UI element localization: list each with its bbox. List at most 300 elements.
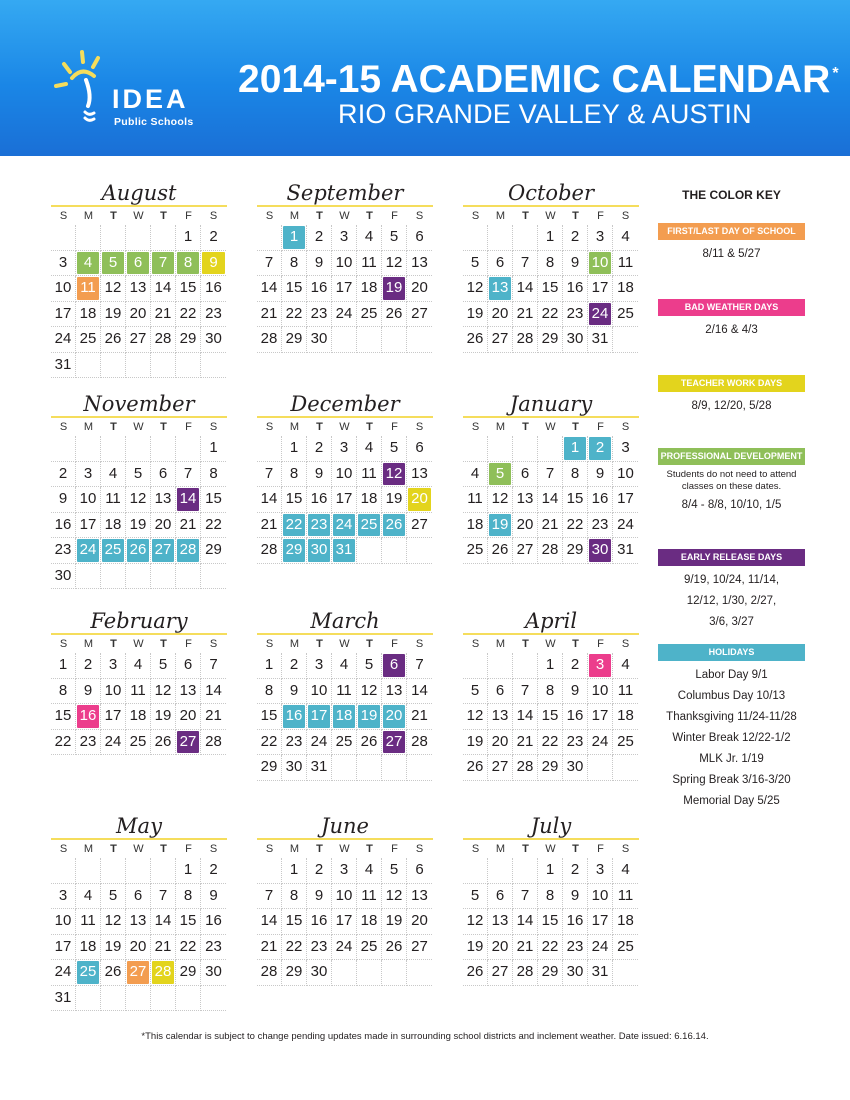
day-number: 20 — [408, 488, 431, 511]
day-number: 27 — [127, 961, 149, 984]
day-cell — [126, 462, 151, 488]
week-row — [51, 513, 227, 539]
day-number: 11 — [617, 253, 634, 271]
day-number: 22 — [260, 732, 278, 750]
week-row — [51, 858, 227, 884]
weekday-label: M — [289, 421, 300, 433]
weekday-label: W — [133, 210, 144, 222]
day-cell-holiday — [76, 538, 101, 564]
day-cell — [588, 327, 613, 353]
day-number: 5 — [364, 656, 374, 673]
weekday-header — [463, 635, 639, 653]
weekday-label: S — [415, 210, 424, 222]
day-cell — [257, 462, 282, 488]
day-cell — [488, 909, 513, 935]
day-number: 21 — [516, 304, 534, 322]
weekday-header — [257, 635, 433, 653]
day-number: 24 — [591, 732, 609, 750]
day-number: 29 — [260, 758, 278, 775]
day-cell — [176, 513, 201, 539]
weekday-label: T — [572, 210, 579, 222]
empty-day-cell — [382, 538, 407, 564]
day-number: 1 — [289, 439, 299, 456]
day-number: 18 — [466, 515, 484, 533]
day-number: 16 — [566, 707, 584, 724]
day-cell — [282, 858, 307, 884]
day-number: 12 — [360, 681, 378, 699]
key-first-last-label: FIRST/LAST DAY OF SCHOOL — [658, 223, 805, 240]
day-cell — [613, 538, 638, 564]
day-cell — [101, 462, 126, 488]
day-cell-holiday — [332, 704, 357, 730]
day-number: 16 — [310, 912, 328, 929]
day-cell — [513, 538, 538, 564]
empty-day-cell — [513, 225, 538, 251]
weekday-label: T — [522, 421, 529, 433]
day-cell — [282, 960, 307, 986]
day-number: 26 — [154, 732, 172, 750]
day-cell — [538, 755, 563, 781]
day-number: 15 — [54, 707, 72, 724]
day-number: 26 — [127, 539, 149, 562]
key-early-release-line: 9/19, 10/24, 11/14, — [683, 574, 780, 586]
day-number: 29 — [285, 330, 303, 347]
weekday-label: M — [83, 210, 94, 222]
day-cell — [201, 653, 226, 679]
weekday-label: F — [185, 843, 192, 855]
day-number: 21 — [260, 937, 278, 955]
empty-day-cell — [176, 986, 201, 1012]
week-row — [463, 679, 639, 705]
weekday-label: W — [133, 843, 144, 855]
key-bad-weather — [658, 299, 805, 340]
empty-day-cell — [488, 858, 513, 884]
day-cell-holiday — [282, 538, 307, 564]
day-number: 29 — [566, 541, 584, 558]
day-cell-early-release — [588, 538, 613, 564]
day-number: 25 — [617, 732, 634, 750]
day-number: 12 — [466, 912, 484, 929]
day-number: 14 — [205, 681, 222, 699]
day-cell — [563, 755, 588, 781]
weekday-label: M — [83, 638, 94, 650]
empty-day-cell — [51, 225, 76, 251]
day-cell — [76, 909, 101, 935]
day-cell — [307, 679, 332, 705]
day-cell-holiday — [151, 538, 176, 564]
day-number: 3 — [108, 656, 118, 673]
day-cell — [513, 487, 538, 513]
day-cell-early-release — [382, 730, 407, 756]
day-number: 11 — [336, 681, 352, 699]
day-number: 20 — [516, 515, 534, 533]
day-number: 18 — [79, 937, 97, 955]
week-row — [51, 487, 227, 513]
week-row — [257, 538, 433, 564]
empty-day-cell — [76, 564, 101, 590]
day-cell — [282, 327, 307, 353]
week-row — [51, 935, 227, 961]
key-early-release-line: 3/6, 3/27 — [709, 616, 754, 628]
day-cell-holiday — [332, 538, 357, 564]
empty-day-cell — [101, 986, 126, 1012]
day-cell — [538, 302, 563, 328]
empty-day-cell — [51, 858, 76, 884]
day-cell-holiday — [588, 436, 613, 462]
day-cell — [538, 513, 563, 539]
weekday-label: S — [471, 843, 480, 855]
day-number: 18 — [360, 912, 378, 929]
page-subtitle: RIO GRANDE VALLEY & AUSTIN — [338, 99, 752, 129]
weekday-label: F — [391, 421, 398, 433]
empty-day-cell — [382, 755, 407, 781]
day-cell-prof-dev — [101, 251, 126, 277]
weekday-label: M — [289, 210, 300, 222]
day-cell — [463, 884, 488, 910]
day-cell — [588, 276, 613, 302]
day-cell — [407, 513, 432, 539]
day-number: 22 — [541, 304, 559, 322]
week-row — [257, 327, 433, 353]
day-number: 23 — [566, 937, 584, 955]
day-number: 31 — [617, 541, 634, 558]
day-number: 14 — [260, 912, 278, 929]
day-number: 5 — [389, 861, 399, 878]
day-number: 6 — [127, 252, 149, 275]
week-row — [257, 276, 433, 302]
day-cell — [151, 909, 176, 935]
sun-icon — [52, 48, 112, 128]
day-number: 2 — [314, 439, 324, 456]
week-row — [257, 251, 433, 277]
weekday-label: W — [339, 843, 350, 855]
weekday-label: F — [597, 638, 604, 650]
day-number: 20 — [129, 937, 147, 955]
day-cell — [307, 276, 332, 302]
day-number: 30 — [566, 330, 584, 347]
day-number: 5 — [133, 464, 143, 482]
empty-day-cell — [407, 538, 432, 564]
week-row — [463, 487, 639, 513]
weekday-label: W — [545, 210, 556, 222]
day-number: 15 — [260, 707, 278, 724]
weekday-header — [51, 418, 227, 436]
weekday-label: F — [185, 638, 192, 650]
day-cell — [307, 487, 332, 513]
day-number: 1 — [545, 861, 555, 878]
day-cell — [257, 327, 282, 353]
day-number: 30 — [566, 963, 584, 980]
day-cell — [382, 935, 407, 961]
day-number: 25 — [358, 514, 380, 537]
day-number: 23 — [566, 304, 584, 322]
day-cell — [563, 327, 588, 353]
day-cell — [382, 436, 407, 462]
key-early-release — [658, 549, 805, 633]
weekday-label: T — [366, 421, 373, 433]
empty-day-cell — [151, 353, 176, 379]
day-cell-prof-dev — [151, 251, 176, 277]
day-cell-holiday — [332, 513, 357, 539]
day-number: 4 — [77, 252, 99, 275]
weekday-label: T — [366, 638, 373, 650]
day-cell — [588, 858, 613, 884]
day-cell — [101, 704, 126, 730]
day-number: 31 — [591, 963, 609, 980]
day-cell — [613, 653, 638, 679]
day-number: 17 — [591, 707, 609, 724]
empty-day-cell — [151, 986, 176, 1012]
day-cell — [382, 251, 407, 277]
empty-day-cell — [407, 960, 432, 986]
week-row — [51, 679, 227, 705]
week-row — [51, 564, 227, 590]
day-cell — [488, 327, 513, 353]
day-number: 14 — [516, 279, 534, 296]
week-row — [51, 986, 227, 1012]
day-cell — [613, 276, 638, 302]
day-cell — [257, 302, 282, 328]
weekday-header — [257, 207, 433, 225]
day-number: 3 — [589, 654, 611, 677]
day-number: 15 — [541, 279, 559, 296]
weekday-label: T — [522, 843, 529, 855]
day-number: 20 — [179, 707, 197, 724]
day-number: 8 — [545, 681, 555, 699]
day-number: 21 — [411, 707, 428, 724]
weekday-label: T — [160, 843, 167, 855]
day-number: 11 — [130, 681, 146, 699]
day-cell — [76, 884, 101, 910]
day-number: 20 — [491, 732, 509, 750]
day-number: 9 — [595, 464, 605, 482]
day-cell — [463, 960, 488, 986]
day-cell-prof-dev — [176, 251, 201, 277]
empty-day-cell — [332, 960, 357, 986]
day-number: 19 — [466, 304, 484, 322]
day-number: 1 — [209, 439, 218, 456]
day-number: 23 — [591, 515, 609, 533]
day-cell — [357, 487, 382, 513]
day-cell — [563, 276, 588, 302]
day-number: 20 — [411, 912, 428, 929]
day-number: 7 — [264, 464, 274, 482]
empty-day-cell — [201, 564, 226, 590]
empty-day-cell — [613, 327, 638, 353]
day-cell — [307, 327, 332, 353]
day-number: 26 — [466, 963, 484, 980]
weekday-label: T — [160, 421, 167, 433]
day-cell — [357, 679, 382, 705]
day-number: 28 — [154, 330, 172, 347]
week-row — [51, 353, 227, 379]
day-number: 17 — [54, 937, 72, 955]
day-number: 13 — [489, 277, 511, 300]
week-row — [463, 327, 639, 353]
day-number: 14 — [260, 279, 278, 296]
day-number: 14 — [260, 490, 278, 507]
day-number: 29 — [285, 963, 303, 980]
day-number: 5 — [470, 886, 480, 904]
day-number: 6 — [415, 439, 424, 456]
week-row — [463, 225, 639, 251]
day-cell — [282, 909, 307, 935]
day-cell — [201, 538, 226, 564]
weekday-label: T — [110, 843, 117, 855]
day-cell — [51, 909, 76, 935]
day-number: 31 — [333, 539, 355, 562]
day-number: 7 — [152, 252, 174, 275]
day-number: 12 — [385, 253, 403, 271]
day-number: 9 — [58, 490, 68, 507]
day-cell — [332, 909, 357, 935]
day-cell-holiday — [307, 704, 332, 730]
day-number: 25 — [79, 330, 97, 347]
key-prof-dev — [658, 448, 805, 515]
day-number: 26 — [383, 514, 405, 537]
day-cell-holiday — [101, 538, 126, 564]
day-cell — [538, 960, 563, 986]
day-number: 21 — [154, 304, 172, 322]
day-cell — [407, 704, 432, 730]
day-number: 26 — [104, 330, 122, 347]
weekday-label: W — [133, 638, 144, 650]
day-cell — [513, 513, 538, 539]
day-cell — [282, 436, 307, 462]
day-cell — [513, 935, 538, 961]
footnote: *This calendar is subject to change pending updates made in surrounding school districts and inclement weather. Date issued: 6.16.14. — [141, 1031, 709, 1042]
day-cell — [51, 730, 76, 756]
day-cell — [563, 225, 588, 251]
day-cell — [407, 679, 432, 705]
day-cell — [201, 327, 226, 353]
day-cell — [257, 704, 282, 730]
day-cell — [488, 302, 513, 328]
day-cell — [101, 487, 126, 513]
day-number: 23 — [285, 732, 303, 750]
weekday-label: T — [316, 843, 323, 855]
day-number: 20 — [154, 515, 172, 533]
day-cell — [463, 251, 488, 277]
week-row — [51, 327, 227, 353]
day-number: 27 — [491, 963, 509, 980]
day-cell — [563, 513, 588, 539]
day-number: 11 — [467, 490, 483, 507]
empty-day-cell — [76, 858, 101, 884]
day-cell — [407, 302, 432, 328]
day-number: 4 — [364, 861, 374, 878]
key-holidays-label: HOLIDAYS — [658, 644, 805, 661]
weekday-label: S — [59, 843, 68, 855]
day-cell — [76, 327, 101, 353]
day-cell-teacher-work — [151, 960, 176, 986]
day-cell — [151, 884, 176, 910]
day-number: 25 — [77, 961, 99, 984]
weekday-label: S — [471, 210, 480, 222]
day-cell — [282, 302, 307, 328]
day-number: 25 — [466, 541, 484, 558]
empty-day-cell — [257, 858, 282, 884]
day-number: 13 — [129, 912, 147, 929]
day-number: 7 — [264, 253, 274, 271]
day-cell — [176, 276, 201, 302]
day-cell — [307, 935, 332, 961]
day-cell — [126, 302, 151, 328]
day-number: 17 — [335, 279, 353, 296]
day-cell — [307, 755, 332, 781]
day-cell — [101, 653, 126, 679]
day-number: 10 — [591, 886, 609, 904]
day-cell — [463, 302, 488, 328]
day-cell — [513, 730, 538, 756]
weekday-label: M — [83, 843, 94, 855]
day-number: 20 — [383, 705, 405, 728]
day-cell — [488, 704, 513, 730]
month-name: March — [310, 609, 380, 633]
day-number: 13 — [385, 681, 403, 699]
day-cell — [513, 960, 538, 986]
empty-day-cell — [463, 653, 488, 679]
day-number: 15 — [541, 912, 559, 929]
day-cell — [201, 436, 226, 462]
day-cell — [538, 730, 563, 756]
weekday-label: T — [110, 638, 117, 650]
day-cell — [201, 302, 226, 328]
day-number: 13 — [516, 490, 534, 507]
day-number: 18 — [617, 707, 634, 724]
day-cell-bad-weather — [76, 704, 101, 730]
day-cell — [613, 730, 638, 756]
empty-day-cell — [176, 353, 201, 379]
day-cell — [201, 513, 226, 539]
month-name: June — [321, 814, 369, 838]
day-cell — [76, 730, 101, 756]
day-cell — [282, 884, 307, 910]
day-number: 15 — [285, 279, 303, 296]
week-row — [463, 909, 639, 935]
day-cell — [382, 858, 407, 884]
day-number: 1 — [545, 656, 555, 673]
day-number: 31 — [54, 355, 72, 373]
day-cell — [463, 755, 488, 781]
empty-day-cell — [407, 755, 432, 781]
day-cell — [201, 679, 226, 705]
day-number: 16 — [283, 705, 305, 728]
day-cell — [332, 276, 357, 302]
day-number: 27 — [411, 515, 428, 533]
empty-day-cell — [463, 436, 488, 462]
day-number: 22 — [179, 304, 197, 322]
day-number: 18 — [360, 279, 378, 296]
weekday-label: T — [572, 638, 579, 650]
day-number: 28 — [411, 732, 428, 750]
day-cell — [588, 513, 613, 539]
day-number: 13 — [411, 886, 428, 904]
day-number: 9 — [570, 886, 580, 904]
day-number: 5 — [158, 656, 168, 673]
day-number: 5 — [389, 439, 399, 456]
month-name: May — [116, 814, 162, 838]
day-cell-holiday — [176, 538, 201, 564]
empty-day-cell — [613, 960, 638, 986]
day-cell — [51, 276, 76, 302]
key-teacher-work-text: 8/9, 12/20, 5/28 — [691, 400, 772, 412]
weekday-label: S — [415, 638, 424, 650]
day-cell — [488, 251, 513, 277]
day-cell — [51, 935, 76, 961]
day-cell-holiday — [76, 960, 101, 986]
day-number: 15 — [179, 912, 197, 929]
